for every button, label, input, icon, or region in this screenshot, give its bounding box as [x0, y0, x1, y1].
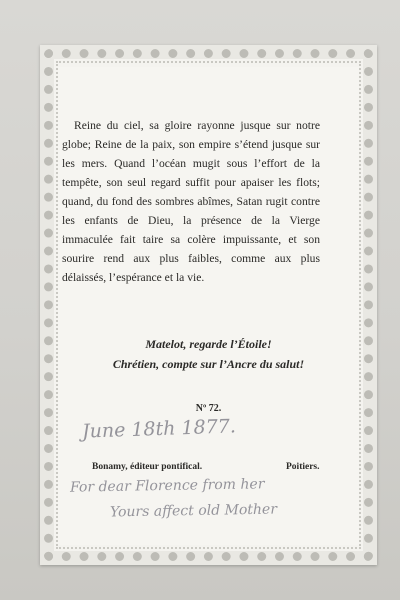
publisher-imprint: Bonamy, éditeur pontifical. — [92, 462, 203, 472]
handwritten-note-line-1: For dear Florence from her — [69, 476, 265, 496]
handwritten-note-line-2: Yours affect old Mother — [109, 501, 278, 521]
motto-line-2: Chrétien, compte sur l’Ancre du salut! — [112, 357, 305, 371]
motto-line-1: Matelot, regarde l’Étoile! — [145, 337, 272, 351]
handwritten-date: June 18th 1877. — [81, 415, 237, 443]
publisher-city: Poitiers. — [286, 462, 320, 472]
card-number: Nº 72. — [195, 403, 222, 414]
prayer-paragraph: Reine du ciel, sa gloire rayonne jusque sur notre globe; Reine de la paix, son empire s’étend jusque sur les mers. Quand l’océan mugit sous l’effort de la tempête, son seul regard suffit pour apaiser les flots; quand, du fond des sombres abîmes, Satan rugit contre les enfants de Dieu, la présence de la Vierge immaculée fait taire sa colère impuissante, et son sourire rend aux plus faibles, comme aux plus délaissés, l’espérance et la vie. — [62, 119, 320, 284]
